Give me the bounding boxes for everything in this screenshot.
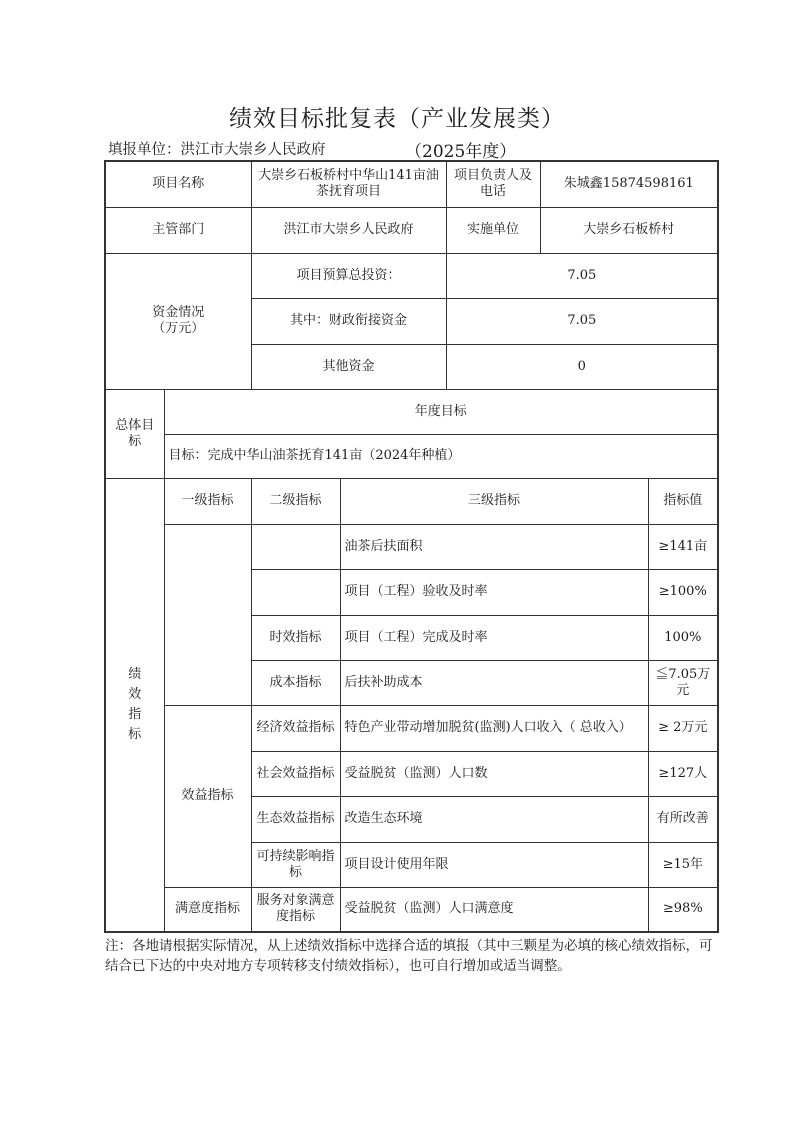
- row6-level3: 受益脱贫（监测）人口数: [340, 751, 648, 796]
- total-budget-value: 7.05: [446, 253, 718, 298]
- footnote: 注：各地请根据实际情况，从上述绩效指标中选择合适的填报（其中三颗星为必填的核心绩效指标，可结合已下达的中央对地方专项转移支付绩效指标），也可自行增加或适当调整。: [105, 938, 713, 974]
- row4-level3: 后扶补助成本: [340, 660, 648, 705]
- other-funds-label: 其他资金: [251, 344, 446, 389]
- row1-level2: [251, 524, 340, 569]
- funds-label-cell: [105, 253, 251, 389]
- header-level2: 二级指标: [251, 478, 340, 524]
- row2-level2: [251, 569, 340, 615]
- other-funds-value: 0: [446, 344, 718, 389]
- contact-value: 朱城鑫15874598161: [540, 161, 718, 207]
- dept-value: 洪江市大崇乡人民政府: [251, 207, 446, 253]
- row5-value: ≥ 2万元: [648, 705, 718, 751]
- row4-value: ≦7.05万元: [648, 660, 718, 705]
- indicators-label-text: 绩效指标: [128, 666, 142, 742]
- impl-label: 实施单位: [446, 207, 540, 253]
- row7-level2: 生态效益指标: [251, 796, 340, 842]
- funds-unit: （万元）: [152, 321, 205, 336]
- row9-value: ≥98%: [648, 887, 718, 932]
- fiscal-year: （2025年度）: [405, 142, 517, 162]
- row6-level2: 社会效益指标: [251, 751, 340, 796]
- overall-goal-label: 总体目标: [105, 389, 164, 478]
- level1-output: [164, 524, 251, 705]
- row8-level2: 可持续影响指标: [251, 842, 340, 887]
- dept-label: 主管部门: [105, 207, 251, 253]
- header-value: 指标值: [648, 478, 718, 524]
- annual-goal-label: 年度目标: [164, 389, 718, 434]
- row3-level2: 时效指标: [251, 615, 340, 660]
- reporting-unit-value: 洪江市大崇乡人民政府: [180, 142, 326, 158]
- reporting-unit: [108, 138, 326, 159]
- level1-satisfaction: 满意度指标: [164, 887, 251, 932]
- impl-value: 大崇乡石板桥村: [540, 207, 718, 253]
- level1-benefit: 效益指标: [164, 705, 251, 887]
- row4-level2: 成本指标: [251, 660, 340, 705]
- reporting-unit-label: 填报单位：: [108, 142, 181, 158]
- total-budget-label: 项目预算总投资：: [251, 253, 446, 298]
- header-level1: 一级指标: [164, 478, 251, 524]
- row9-level2: 服务对象满意度指标: [251, 887, 340, 932]
- project-name-value: 大崇乡石板桥村中华山141亩油茶抚育项目: [251, 161, 446, 207]
- contact-label: 项目负责人及电话: [446, 161, 540, 207]
- row5-level2: 经济效益指标: [251, 705, 340, 751]
- row8-value: ≥15年: [648, 842, 718, 887]
- fiscal-funds-label: 其中：财政衔接资金: [251, 298, 446, 344]
- row3-value: 100%: [648, 615, 718, 660]
- row7-value: 有所改善: [648, 796, 718, 842]
- project-name-label: 项目名称: [105, 161, 251, 207]
- row2-level3: 项目（工程）验收及时率: [340, 569, 648, 615]
- row2-value: ≥100%: [648, 569, 718, 615]
- row8-level3: 项目设计使用年限: [340, 842, 648, 887]
- row6-value: ≥127人: [648, 751, 718, 796]
- row1-level3: 油茶后扶面积: [340, 524, 648, 569]
- row9-level3: 受益脱贫（监测）人口满意度: [340, 887, 648, 932]
- indicators-label: [105, 478, 164, 932]
- header-level3: 三级指标: [340, 478, 648, 524]
- row7-level3: 改造生态环境: [340, 796, 648, 842]
- fiscal-funds-value: 7.05: [446, 298, 718, 344]
- page-title: 绩效目标批复表（产业发展类）: [229, 106, 565, 132]
- funds-label: 资金情况: [152, 305, 205, 320]
- performance-table: [104, 160, 719, 933]
- goal-text: 目标：完成中华山油茶抚育141亩（2024年种植）: [164, 434, 718, 478]
- row1-value: ≥141亩: [648, 524, 718, 569]
- row3-level3: 项目（工程）完成及时率: [340, 615, 648, 660]
- row5-level3: 特色产业带动增加脱贫(监测)人口收入（ 总收入）: [340, 705, 648, 751]
